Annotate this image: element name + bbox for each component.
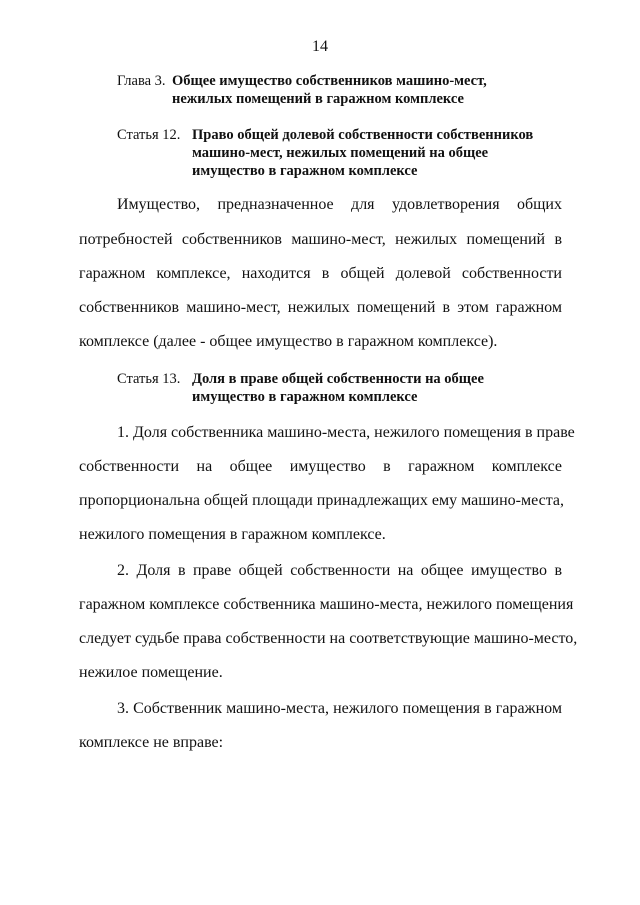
paragraph-line: комплексе (далее - общее имущество в гаражном комплексе). bbox=[79, 333, 498, 350]
paragraph-line: 1. Доля собственника машино-места, нежилого помещения в праве bbox=[117, 424, 575, 441]
paragraph-line: собственности на общее имущество в гаражном комплексе bbox=[79, 458, 562, 475]
chapter-heading bbox=[117, 72, 537, 108]
article-12-heading bbox=[117, 126, 557, 180]
paragraph-line: гаражном комплексе собственника машино-места, нежилого помещения bbox=[79, 596, 574, 613]
article-13-title-line: имущество в гаражном комплексе bbox=[192, 389, 418, 405]
paragraph-line: 3. Собственник машино-места, нежилого помещения в гаражном bbox=[117, 700, 562, 717]
paragraph-line: 2. Доля в праве общей собственности на общее имущество в bbox=[117, 562, 562, 579]
article-13-title-line: Доля в праве общей собственности на общее bbox=[192, 371, 484, 387]
page-number: 14 bbox=[312, 38, 328, 55]
paragraph-line: потребностей собственников машино-мест, нежилых помещений в bbox=[79, 231, 562, 248]
article-13-title bbox=[192, 370, 484, 406]
paragraph-line: нежилое помещение. bbox=[79, 664, 223, 681]
article-12-title-line: Право общей долевой собственности собственников bbox=[192, 127, 534, 143]
article-13-heading bbox=[117, 370, 537, 406]
paragraph-line: следует судьбе права собственности на соответствующие машино-место, bbox=[79, 630, 578, 647]
paragraph-line: собственников машино-мест, нежилых помещений в этом гаражном bbox=[79, 299, 562, 316]
chapter-title-line: нежилых помещений в гаражном комплексе bbox=[172, 91, 464, 107]
chapter-title bbox=[172, 72, 487, 108]
article-12-title bbox=[192, 126, 533, 180]
article-13-label: Статья 13. bbox=[117, 371, 181, 387]
paragraph-line: нежилого помещения в гаражном комплексе. bbox=[79, 526, 386, 543]
article-12-title-line: имущество в гаражном комплексе bbox=[192, 163, 418, 179]
article-12-label: Статья 12. bbox=[117, 127, 181, 143]
paragraph-line: Имущество, предназначенное для удовлетворения общих bbox=[117, 196, 562, 213]
chapter-label: Глава 3. bbox=[117, 73, 166, 89]
paragraph-line: гаражном комплексе, находится в общей долевой собственности bbox=[79, 265, 562, 282]
paragraph-line: пропорциональна общей площади принадлежащих ему машино-места, bbox=[79, 492, 564, 509]
paragraph-line: комплексе не вправе: bbox=[79, 734, 224, 751]
article-12-title-line: машино-мест, нежилых помещений на общее bbox=[192, 145, 489, 161]
chapter-title-line: Общее имущество собственников машино-мест, bbox=[172, 73, 487, 89]
